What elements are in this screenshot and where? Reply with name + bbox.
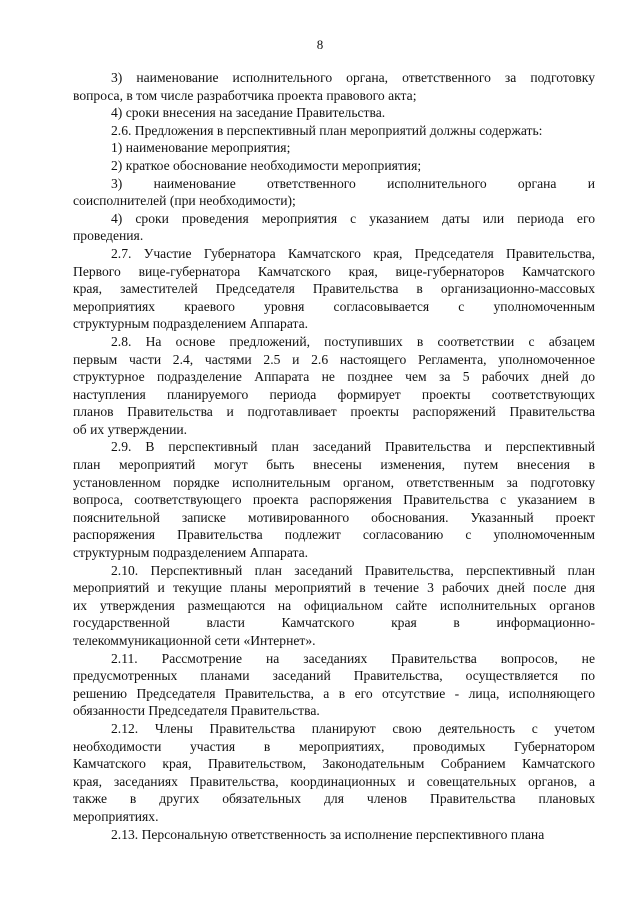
paragraph <box>73 826 595 844</box>
paragraph-line: об их утверждении. <box>73 421 188 437</box>
paragraph-line: мероприятиях. <box>73 808 159 824</box>
paragraph <box>73 333 595 439</box>
document-body <box>73 69 595 843</box>
paragraph-line: 2.11. Рассмотрение на заседаниях Правительства вопросов, не <box>111 650 595 666</box>
page-number: 8 <box>316 37 324 52</box>
paragraph-line: 3) наименование исполнительного органа, ответственного за подготовку <box>111 70 595 85</box>
paragraph-line: их утверждения размещаются на официальном сайте исполнительных органов <box>73 597 595 613</box>
paragraph-line: план мероприятий могут быть внесены изменения, путем внесения в <box>73 457 595 473</box>
paragraph-line: необходимости участия в мероприятиях, проводимых Губернатором <box>73 738 595 754</box>
paragraph <box>73 245 595 333</box>
paragraph-line: наступления планируемого периода формирует проекты соответствующих <box>73 386 595 402</box>
paragraph-line: структурным подразделением Аппарата. <box>73 545 309 561</box>
paragraph-line: установленном порядке исполнительным органом, ответственным за подготовку <box>73 474 595 490</box>
paragraph-line: структурным подразделением Аппарата. <box>73 316 309 332</box>
paragraph-line: 4) сроки проведения мероприятия с указанием даты или периода его <box>111 210 595 226</box>
paragraph <box>73 210 595 245</box>
paragraph-line: также в других обязательных для членов Правительства плановых <box>73 791 595 807</box>
paragraph-line: 2.12. Члены Правительства планируют свою деятельность с учетом <box>111 720 595 736</box>
paragraph-line: Первого вице-губернатора Камчатского края, вице-губернаторов Камчатского <box>73 263 595 279</box>
paragraph-line: обязанности Председателя Правительства. <box>73 703 320 719</box>
paragraph-line: структурное подразделение Аппарата не позднее чем за 5 рабочих дней до <box>73 369 595 385</box>
paragraph-line: телекоммуникационной сети «Интернет». <box>73 633 316 648</box>
paragraph-line: 2.10. Перспективный план заседаний Правительства, перспективный план <box>111 562 595 578</box>
paragraph-line: вопроса, в том числе разработчика проекта правового акта; <box>73 87 417 103</box>
paragraph-line: предусмотренных планами заседаний Правительства, осуществляется по <box>73 668 595 684</box>
paragraph <box>73 650 595 720</box>
paragraph <box>73 69 595 104</box>
paragraph-line: решению Председателя Правительства, а в его отсутствие - лица, исполняющего <box>73 685 595 701</box>
paragraph-line: 2.7. Участие Губернатора Камчатского края, Председателя Правительства, <box>111 245 595 261</box>
paragraph-line: 4) сроки внесения на заседание Правительства. <box>111 105 386 121</box>
paragraph-line: 2) краткое обоснование необходимости мероприятия; <box>111 157 422 173</box>
paragraph <box>73 139 595 157</box>
paragraph <box>73 438 595 561</box>
paragraph-line: вопроса, соответствующего проекта распоряжения Правительства с указанием в <box>73 492 595 508</box>
paragraph <box>73 157 595 175</box>
paragraph <box>73 720 595 826</box>
paragraph-line: 2.8. На основе предложений, поступивших в соответствии с абзацем <box>111 333 595 349</box>
paragraph-line: планов Правительства и подготавливает проекты распоряжений Правительства <box>73 404 595 420</box>
paragraph-line: мероприятиях краевого уровня согласовывается с уполномоченным <box>73 298 595 314</box>
paragraph <box>73 122 595 140</box>
paragraph-line: 2.13. Персональную ответственность за исполнение перспективного плана <box>111 826 545 842</box>
paragraph-line: 3) наименование ответственного исполнительного органа и <box>111 175 595 191</box>
paragraph-line: пояснительной записке мотивированного обоснования. Указанный проект <box>73 509 595 525</box>
paragraph-line: края, заместителей Председателя Правительства в организационно-массовых <box>73 281 595 297</box>
paragraph-line: соисполнителей (при необходимости); <box>73 193 296 209</box>
paragraph-line: государственной власти Камчатского края в информационно- <box>73 615 595 631</box>
paragraph-line: 2.9. В перспективный план заседаний Правительства и перспективный <box>111 439 595 455</box>
paragraph-line: 2.6. Предложения в перспективный план мероприятий должны содержать: <box>111 122 543 138</box>
paragraph <box>73 175 595 210</box>
paragraph-line: мероприятий и текущие планы мероприятий в течение 3 рабочих дней после дня <box>73 580 595 596</box>
paragraph-line: 1) наименование мероприятия; <box>111 140 291 156</box>
paragraph-line: первым части 2.4, частями 2.5 и 2.6 настоящего Регламента, уполномоченное <box>73 351 595 367</box>
paragraph-line: Камчатского края, Правительством, Законодательным Собранием Камчатского <box>73 756 595 772</box>
paragraph-line: проведения. <box>73 228 144 244</box>
paragraph <box>73 104 595 122</box>
paragraph-line: распоряжения Правительства подлежит согласованию с уполномоченным <box>73 527 595 543</box>
paragraph-line: края, заседаниях Правительства, координационных и совещательных органов, а <box>73 773 595 789</box>
paragraph <box>73 562 595 650</box>
